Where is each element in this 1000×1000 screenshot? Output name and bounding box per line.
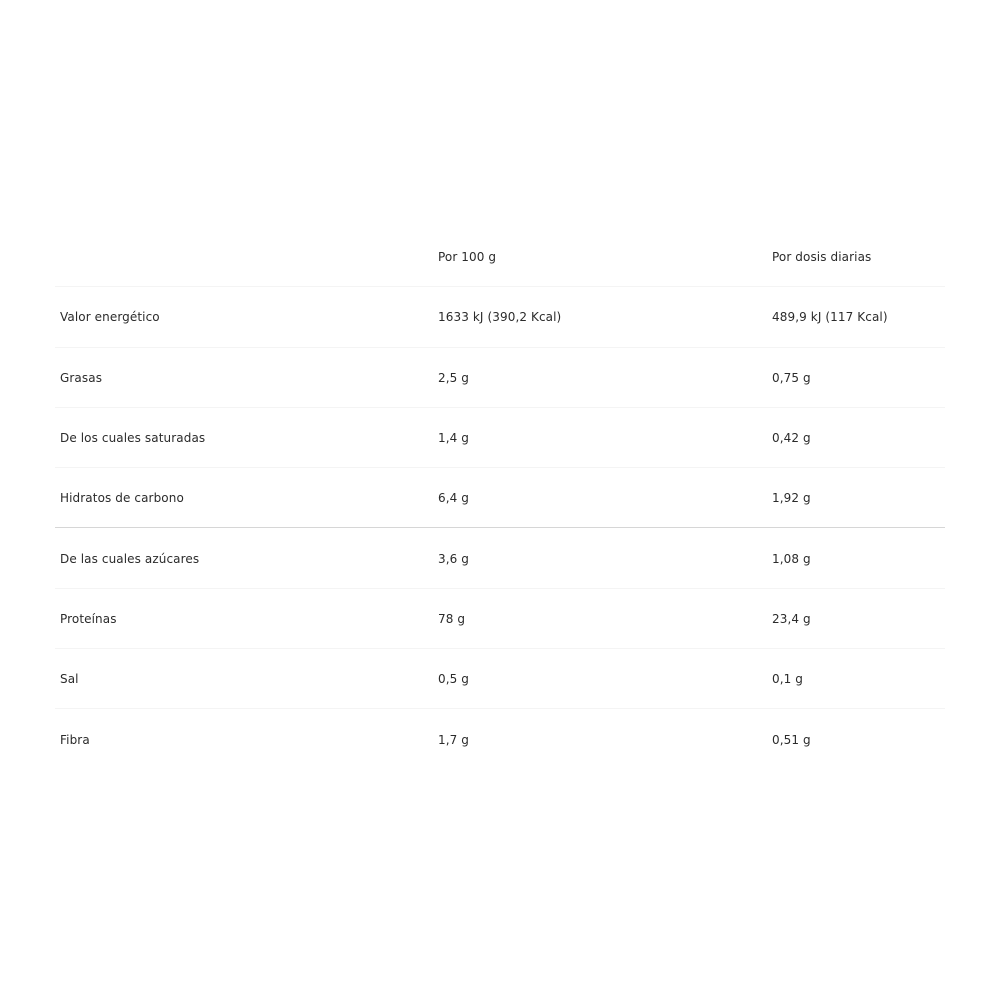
value-per-100g: 3,6 g [438,551,470,566]
value-per-100g: 2,5 g [438,370,470,385]
value-per-daily-dose: 489,9 kJ (117 Kcal) [772,310,888,325]
value-per-daily-dose: 1,08 g [772,551,811,566]
value-per-daily-dose: 0,42 g [772,431,811,446]
table-row [0,468,1000,528]
nutrient-name: Grasas [60,370,103,385]
table-row [0,348,1000,408]
header-per-daily-dose: Por dosis diarias [772,250,872,265]
value-per-100g: 6,4 g [438,491,470,506]
value-per-100g: 1,7 g [438,732,470,747]
table-row [0,408,1000,468]
nutrition-table [0,227,1000,770]
value-per-100g: 1,4 g [438,431,470,446]
value-per-100g: 1633 kJ (390,2 Kcal) [438,310,562,325]
nutrient-name: Hidratos de carbono [60,491,184,506]
nutrient-name: Fibra [60,732,90,747]
table-row [0,649,1000,709]
table-row [0,589,1000,649]
table-row [0,287,1000,347]
value-per-daily-dose: 0,1 g [772,672,804,687]
value-per-100g: 78 g [438,611,466,626]
table-row [0,709,1000,769]
value-per-daily-dose: 1,92 g [772,491,811,506]
nutrient-name: Sal [60,672,79,687]
nutrient-name: Valor energético [60,310,160,325]
nutrient-name: De los cuales saturadas [60,431,206,446]
nutrient-name: De las cuales azúcares [60,551,200,566]
table-header-row [0,227,1000,287]
header-per-100g: Por 100 g [438,250,497,265]
value-per-daily-dose: 0,51 g [772,732,811,747]
value-per-daily-dose: 0,75 g [772,370,811,385]
nutrient-name: Proteínas [60,611,117,626]
value-per-100g: 0,5 g [438,672,470,687]
table-row [0,528,1000,588]
value-per-daily-dose: 23,4 g [772,611,811,626]
